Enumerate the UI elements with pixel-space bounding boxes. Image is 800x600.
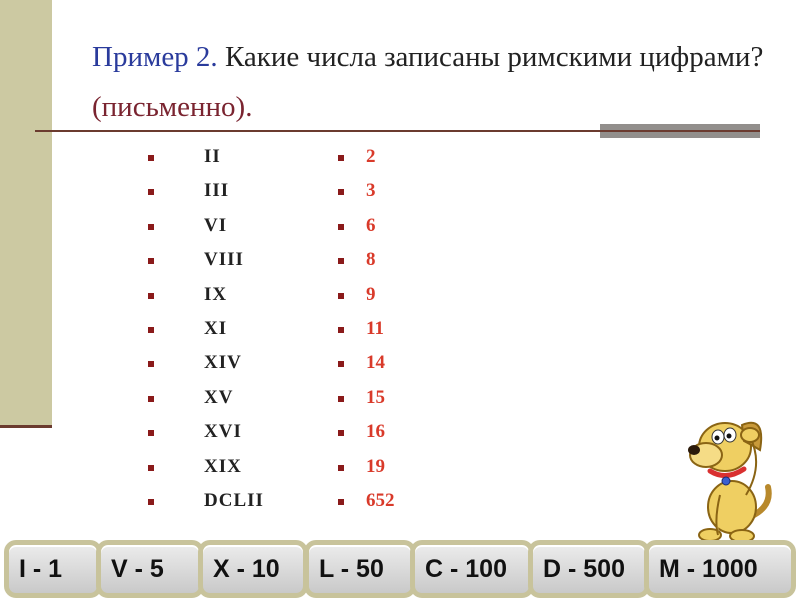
bullet-icon — [338, 293, 344, 299]
arabic-number: 6 — [366, 214, 376, 236]
list-item — [148, 243, 308, 277]
cartoon-dog-icon — [680, 395, 780, 545]
bullet-icon — [338, 155, 344, 161]
legend-item-v: V - 5 — [96, 540, 204, 598]
list-item — [338, 140, 458, 174]
roman-numeral: DCLII — [204, 489, 264, 511]
roman-numeral: VIII — [204, 249, 244, 271]
bullet-icon — [148, 499, 154, 505]
bullet-icon — [338, 396, 344, 402]
list-item — [338, 243, 458, 277]
arabic-number: 3 — [366, 180, 376, 202]
bullet-icon — [148, 189, 154, 195]
bullet-icon — [148, 361, 154, 367]
bullet-icon — [338, 189, 344, 195]
list-item — [148, 312, 308, 346]
roman-numeral: XVI — [204, 421, 242, 443]
arabic-number: 11 — [366, 317, 384, 339]
arabic-number: 19 — [366, 455, 385, 477]
legend-item-l: L - 50 — [304, 540, 416, 598]
bullet-icon — [148, 155, 154, 161]
list-item — [338, 346, 458, 380]
bullet-icon — [338, 465, 344, 471]
left-decorative-bar — [0, 0, 52, 427]
bullet-icon — [338, 224, 344, 230]
list-item — [148, 174, 308, 208]
bullet-icon — [338, 430, 344, 436]
bullet-icon — [148, 224, 154, 230]
roman-numeral: XV — [204, 386, 234, 408]
bullet-icon — [148, 293, 154, 299]
arabic-number: 14 — [366, 352, 385, 374]
legend-item-m: M - 1000 — [644, 540, 796, 598]
arabic-number: 2 — [366, 146, 376, 167]
roman-numeral-legend — [0, 540, 800, 598]
arabic-number: 9 — [366, 283, 376, 305]
list-item — [148, 415, 308, 449]
list-item — [148, 381, 308, 415]
left-bar-edge — [0, 425, 52, 428]
slide-title — [92, 32, 782, 132]
legend-item-i: I - 1 — [4, 540, 102, 598]
bullet-icon — [338, 361, 344, 367]
list-item — [148, 209, 308, 243]
list-item — [338, 484, 458, 518]
arabic-number: 16 — [366, 421, 385, 443]
roman-numeral: III — [204, 180, 230, 202]
bullet-icon — [148, 430, 154, 436]
roman-numeral: IX — [204, 283, 228, 305]
list-item — [148, 278, 308, 312]
list-item — [338, 415, 458, 449]
arabic-number: 8 — [366, 249, 376, 271]
list-item — [338, 174, 458, 208]
roman-numeral: II — [204, 146, 221, 167]
roman-numeral: XI — [204, 317, 228, 339]
arabic-numbers-list — [338, 140, 458, 518]
arabic-number: 15 — [366, 386, 385, 408]
arabic-number: 652 — [366, 489, 395, 511]
legend-item-d: D - 500 — [528, 540, 650, 598]
bullet-icon — [148, 258, 154, 264]
bullet-icon — [338, 258, 344, 264]
title-note: (письменно). — [92, 91, 253, 123]
list-item — [148, 450, 308, 484]
legend-item-x: X - 10 — [198, 540, 308, 598]
roman-numeral: XIX — [204, 455, 242, 477]
list-item — [338, 450, 458, 484]
title-rule — [35, 130, 760, 132]
roman-numeral: XIV — [204, 352, 242, 374]
list-item — [338, 278, 458, 312]
bullet-icon — [148, 327, 154, 333]
bullet-icon — [338, 327, 344, 333]
list-item — [148, 484, 308, 518]
list-item — [338, 312, 458, 346]
bullet-icon — [148, 396, 154, 402]
bullet-icon — [338, 499, 344, 505]
roman-numerals-list — [148, 140, 308, 518]
title-question: Какие числа записаны римскими цифрами? — [224, 41, 764, 73]
bullet-icon — [148, 465, 154, 471]
list-item — [338, 209, 458, 243]
legend-item-c: C - 100 — [410, 540, 534, 598]
list-item — [148, 140, 308, 174]
list-item — [148, 346, 308, 380]
title-example-label: Пример 2. — [92, 41, 218, 73]
roman-numeral: VI — [204, 214, 228, 236]
list-item — [338, 381, 458, 415]
